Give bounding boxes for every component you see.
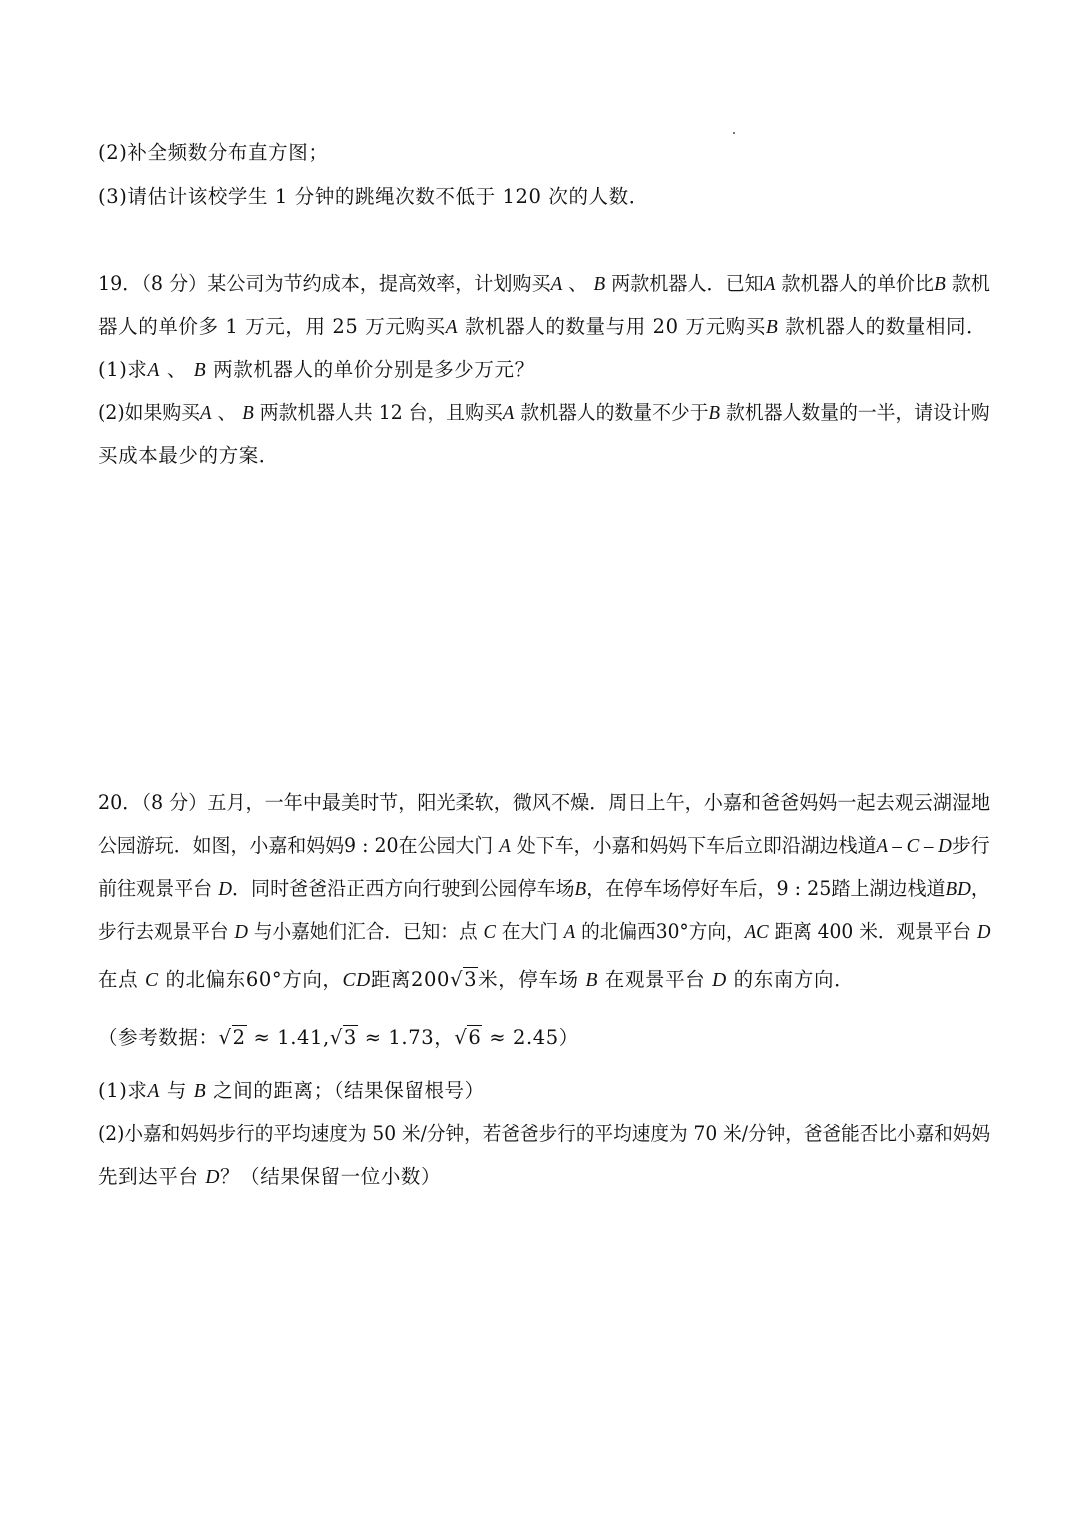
segment: BD xyxy=(945,879,971,900)
text: 在点 xyxy=(98,968,139,991)
text: 步行去观景平台 xyxy=(98,920,229,943)
text: 公园游玩．如图，小嘉和妈妈 xyxy=(98,834,345,857)
text: 款机器人的数量不少于 xyxy=(520,401,709,424)
var: D xyxy=(218,879,233,900)
question-number: 19． xyxy=(98,272,142,295)
score: （8 分） xyxy=(141,272,208,295)
text: ，在停车场停好车后， xyxy=(586,877,777,900)
value: ≈ 1.41, xyxy=(253,1026,330,1049)
text: ， xyxy=(970,877,990,900)
var: C xyxy=(483,922,496,943)
text: 与 xyxy=(166,1079,187,1102)
text: 距离 xyxy=(370,968,412,991)
text: (2)如果购买 xyxy=(98,401,200,424)
text: 某公司为节约成本，提高效率，计划购买 xyxy=(207,272,551,295)
text: 款机器人的数量相同． xyxy=(785,315,987,338)
sqrt-3: √3 xyxy=(329,1026,357,1049)
text: 、 xyxy=(211,401,237,424)
sqrt-3: √3 xyxy=(450,968,478,991)
text: ？（结果保留一位小数） xyxy=(220,1165,442,1188)
q20-reference-data xyxy=(98,1024,579,1052)
text: 、 xyxy=(562,272,588,295)
text: 方向， xyxy=(688,920,745,943)
text: 五月，一年中最美时节，阳光柔软，微风不燥．周日上午，小嘉和爸爸妈妈一起去观云湖湿地 xyxy=(207,791,991,814)
var: D xyxy=(976,922,991,943)
var: A xyxy=(147,360,161,381)
text: 距离 400 米．观景平台 xyxy=(774,920,972,943)
sqrt-2: √2 xyxy=(218,1026,246,1049)
text: 前往观景平台 xyxy=(98,877,213,900)
radicand: 3 xyxy=(343,1026,357,1049)
text: （参考数据： xyxy=(98,1026,219,1049)
time: 9 : 20 xyxy=(344,834,399,857)
q20-line1 xyxy=(98,789,990,817)
text: 之间的距离；（结果保留根号） xyxy=(213,1079,485,1102)
q20-sub1 xyxy=(98,1077,485,1106)
text: 米，停车场 xyxy=(478,968,579,991)
q20-line4 xyxy=(98,918,990,947)
q19-line2 xyxy=(98,313,986,342)
segment: AC xyxy=(744,922,769,943)
q19-line1 xyxy=(98,270,990,299)
text: 的北偏东 xyxy=(165,968,246,991)
stray-dot xyxy=(733,132,735,134)
q19-sub2 xyxy=(98,399,990,428)
text: 两款机器人的单价分别是多少万元？ xyxy=(213,358,535,381)
text: 两款机器人．已知 xyxy=(611,272,764,295)
score: （8 分） xyxy=(141,791,208,814)
angle: 30° xyxy=(655,920,689,943)
q20-sub2-line1: (2)小嘉和妈妈步行的平均速度为 50 米/分钟，若爸爸步行的平均速度为 70 米/分钟，爸爸能否比小嘉和妈妈 xyxy=(98,1122,991,1145)
radicand: 3 xyxy=(464,968,478,991)
text: (1)求 xyxy=(98,1079,148,1102)
var: D xyxy=(712,970,727,991)
segment: CD xyxy=(342,970,371,991)
text: 与小嘉她们汇合．已知：点 xyxy=(253,920,478,943)
var: D xyxy=(234,922,248,943)
text: 先到达平台 xyxy=(98,1165,199,1188)
radicand: 6 xyxy=(468,1026,482,1049)
text: 在公园大门 xyxy=(398,834,494,857)
var: B xyxy=(574,879,587,900)
text: 款机器人数量的一半，请设计购 xyxy=(726,401,990,424)
var: A xyxy=(499,836,511,857)
path: A – C – D xyxy=(876,836,952,857)
var: B xyxy=(708,403,721,424)
value: ≈ 2.45） xyxy=(489,1026,579,1049)
q20-line2 xyxy=(98,832,990,861)
var: B xyxy=(934,274,946,295)
var: A xyxy=(199,403,212,424)
q20-line3 xyxy=(98,875,990,904)
text: 在大门 xyxy=(501,920,558,943)
number: 200 xyxy=(411,968,451,991)
q19-sub1 xyxy=(98,356,535,385)
var: D xyxy=(205,1167,221,1188)
var: B xyxy=(765,317,779,338)
text: 款机器人的数量与用 20 万元购买 xyxy=(464,315,766,338)
text: 方向， xyxy=(282,968,343,991)
q19-sub2-line2: 买成本最少的方案． xyxy=(98,444,279,467)
text: 款机器人的单价比 xyxy=(781,272,935,295)
q18-sub2: (2)补全频数分布直方图； xyxy=(98,141,329,164)
var: A xyxy=(763,274,776,295)
text: 踏上湖边栈道 xyxy=(831,877,946,900)
var: A xyxy=(502,403,515,424)
radicand: 2 xyxy=(232,1026,246,1049)
time: 9 : 25 xyxy=(776,877,832,900)
text: 款机 xyxy=(951,272,990,295)
text: 在观景平台 xyxy=(604,968,706,991)
q20-sub2-line2 xyxy=(98,1163,441,1192)
q18-sub3: (3)请估计该校学生 1 分钟的跳绳次数不低于 120 次的人数． xyxy=(98,185,649,208)
var: C xyxy=(145,970,159,991)
var: B xyxy=(585,970,598,991)
var: B xyxy=(242,403,254,424)
text: 步行 xyxy=(951,834,990,857)
angle: 60° xyxy=(245,968,283,991)
q20-line5 xyxy=(98,966,854,995)
var: A xyxy=(563,922,576,943)
text: 两款机器人共 12 台，且购买 xyxy=(259,401,503,424)
text: 处下车，小嘉和妈妈下车后立即沿湖边栈道 xyxy=(516,834,877,857)
var: A xyxy=(550,274,563,295)
var: B xyxy=(193,1081,207,1102)
var: A xyxy=(147,1081,161,1102)
sqrt-6: √6 xyxy=(454,1026,482,1049)
var: B xyxy=(593,274,606,295)
text: 器人的单价多 1 万元，用 25 万元购买 xyxy=(98,315,446,338)
text: ．同时爸爸沿正西方向行驶到公园停车场 xyxy=(232,877,575,900)
question-number: 20． xyxy=(98,791,142,814)
text: 的北偏西 xyxy=(581,920,656,943)
text: 、 xyxy=(160,358,187,381)
text: 的东南方向． xyxy=(733,968,855,991)
value: ≈ 1.73， xyxy=(364,1026,455,1049)
text: (1)求 xyxy=(98,358,148,381)
var: A xyxy=(445,317,459,338)
var: B xyxy=(193,360,207,381)
